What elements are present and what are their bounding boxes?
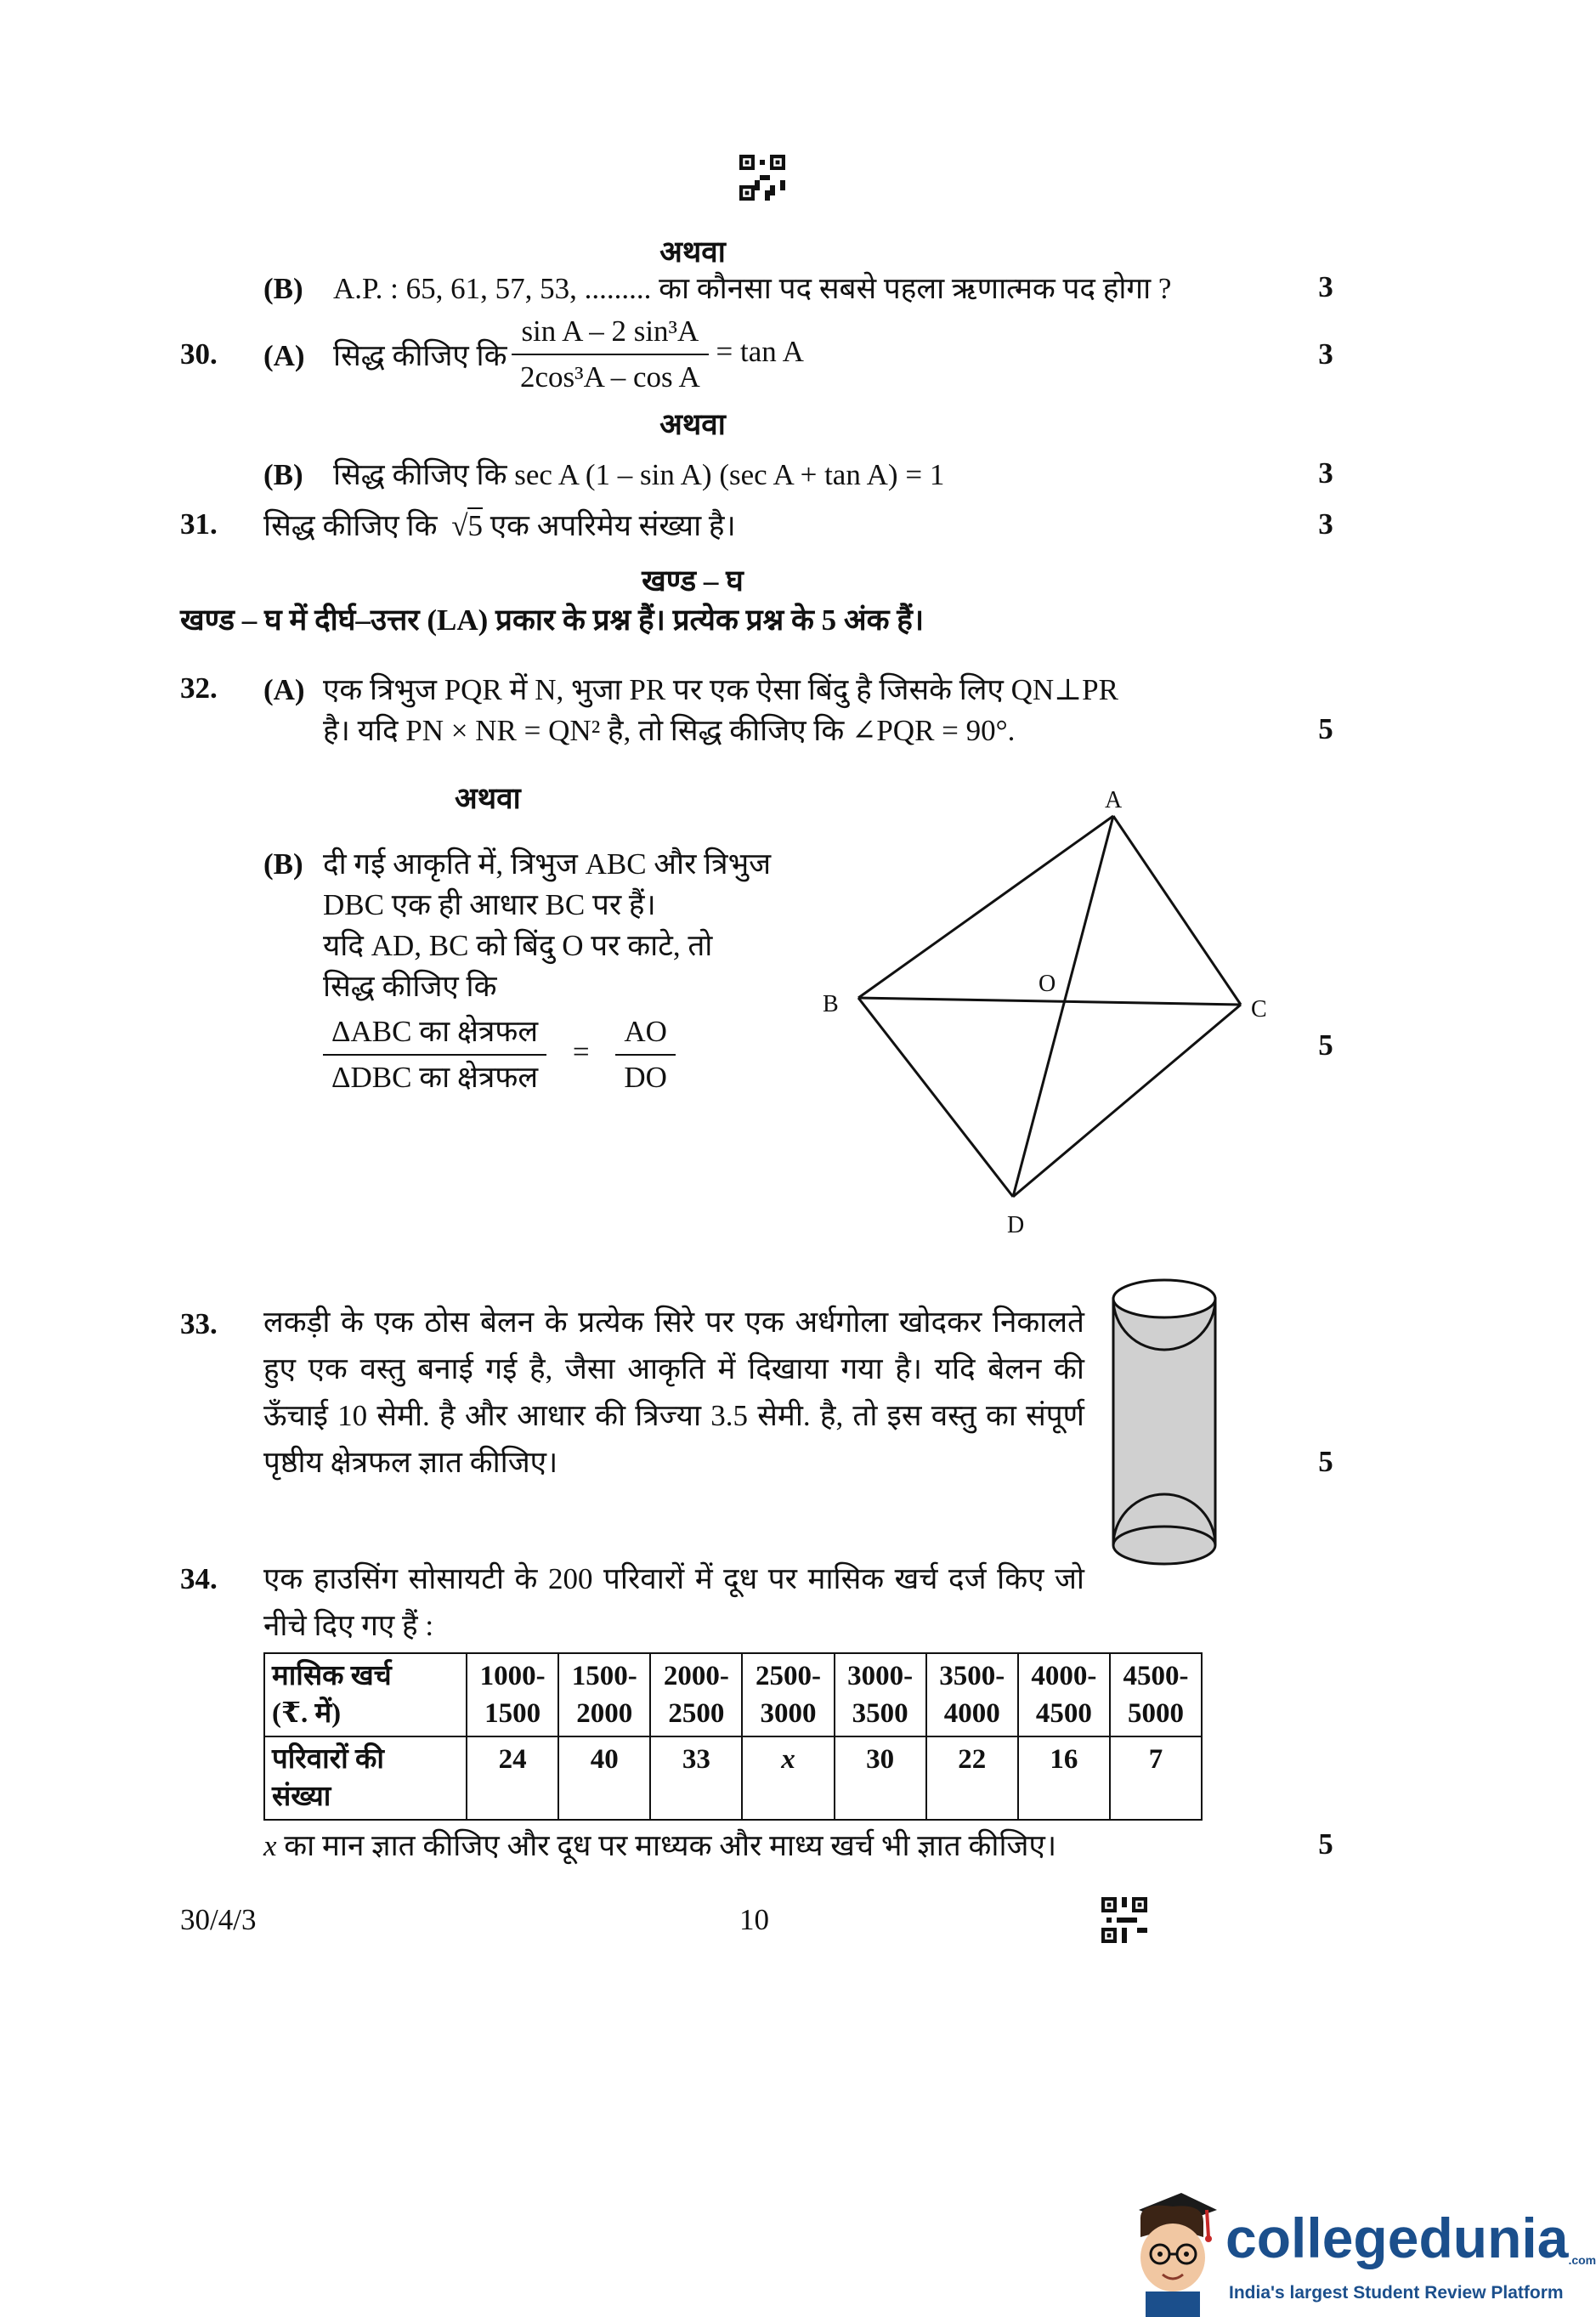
table-cell: 33	[650, 1736, 742, 1820]
table-cell: 24	[467, 1736, 558, 1820]
q30-a-text: सिद्ध कीजिए कि	[333, 339, 507, 372]
brand-domain: .com	[1568, 2253, 1596, 2267]
table-header-line: संख्या	[272, 1782, 331, 1812]
q33-text: लकड़ी के एक ठोस बेलन के प्रत्येक सिरे पर एक अर्धगोला खोदकर निकालते हुए एक वस्तु बनाई गई है, जैसा आकृति में दिखाया गया है। यदि बेलन की ऊँचाई 10 सेमी. है और आधार की त्रिज्या 3.5 सेमी. है, तो इस वस्तु का संपूर्ण पृष्ठीय क्षेत्रफल ज्ञात कीजिए।	[263, 1306, 1084, 1479]
class-lower: 4500-	[1123, 1661, 1189, 1691]
q32-b-rhs-denominator: DO	[624, 1060, 667, 1094]
table-cell	[1110, 1653, 1202, 1736]
q34-marks: 5	[1318, 1827, 1333, 1861]
brand-name-part2: dunia	[1418, 2207, 1569, 2269]
q34-number: 34.	[180, 1562, 218, 1595]
class-upper: 4500	[1035, 1698, 1092, 1729]
q34-text: एक हाउसिंग सोसायटी के 200 परिवारों में दूध पर मासिक खर्च दर्ज किए जो नीचे दिए गए हैं :	[263, 1562, 1084, 1642]
table-cell: 16	[1018, 1736, 1110, 1820]
table-header-line: परिवारों की	[272, 1744, 384, 1775]
figure-side-cd	[1013, 1005, 1241, 1197]
figure-side-bd	[858, 998, 1013, 1197]
table-cell	[742, 1653, 834, 1736]
paper-code: 30/4/3	[180, 1903, 257, 1936]
q31-radicand: 5	[467, 509, 483, 542]
q32-b-line4: सिद्ध कीजिए कि	[323, 970, 497, 1003]
table-header-line: मासिक खर्च	[272, 1661, 392, 1691]
q31-text	[263, 507, 736, 545]
q32-b-label: (B)	[263, 847, 303, 881]
q31-marks: 3	[1318, 507, 1333, 541]
table-cell: 7	[1110, 1736, 1202, 1820]
q32-b-equation	[323, 1013, 676, 1096]
or-heading-q30: अथवा	[659, 408, 726, 441]
square-root-icon: √	[451, 509, 468, 542]
q32-b-lhs-denominator: ΔDBC का क्षेत्रफल	[331, 1060, 539, 1094]
figure-label-o: O	[1039, 971, 1056, 997]
q34-footer-instruction: का मान ज्ञात कीजिए और दूध पर माध्यक और माध्य खर्च भी ज्ञात कीजिए।	[284, 1829, 1057, 1862]
q30-a-rhs: = tan A	[716, 334, 804, 368]
page-number: 10	[739, 1903, 769, 1936]
q32-a-line2: है। यदि PN × NR = QN² है, तो सिद्ध कीजिए कि ∠PQR = 90°.	[323, 714, 1016, 747]
figure-label-d: D	[1007, 1212, 1025, 1238]
table-cell: 30	[835, 1736, 926, 1820]
class-upper: 3500	[852, 1698, 908, 1729]
section-instruction: खण्ड – घ में दीर्घ–उत्तर (LA) प्रकार के प्रश्न हैं। प्रत्येक प्रश्न के 5 अंक हैं।	[180, 603, 925, 637]
figure-side-ac	[1113, 816, 1241, 1005]
q31-text-before: सिद्ध कीजिए कि	[263, 509, 438, 542]
table-header-expenditure	[264, 1653, 467, 1736]
q29-b-marks: 3	[1318, 270, 1333, 303]
quadrilateral-figure	[807, 782, 1283, 1241]
q32-a-label: (A)	[263, 673, 305, 706]
table-cell: 40	[558, 1736, 650, 1820]
class-upper: 1500	[484, 1698, 541, 1729]
q32-a-line1: एक त्रिभुज PQR में N, भुजा PR पर एक ऐसा बिंदु है जिसके लिए QN⊥PR	[323, 673, 1118, 706]
hollowed-cylinder-figure	[1105, 1258, 1232, 1581]
table-cell	[1018, 1653, 1110, 1736]
cylinder-top-face	[1113, 1280, 1215, 1317]
figure-label-a: A	[1105, 787, 1123, 813]
table-cell	[835, 1653, 926, 1736]
q30-number: 30.	[180, 337, 218, 371]
q32-b-line2: DBC एक ही आधार BC पर हैं।	[323, 888, 656, 921]
class-upper: 3000	[760, 1698, 817, 1729]
q30-b-label: (B)	[263, 458, 303, 491]
figure-label-b: B	[823, 991, 839, 1017]
section-title: खण्ड – घ	[642, 564, 744, 598]
table-cell	[650, 1653, 742, 1736]
class-upper: 2500	[668, 1698, 725, 1729]
cylinder-body	[1113, 1299, 1215, 1564]
q32-number: 32.	[180, 671, 218, 705]
q34-footer-variable: x	[263, 1829, 277, 1862]
q34-footer-text	[263, 1827, 1056, 1865]
figure-segment-bc	[858, 998, 1241, 1005]
student-mascot-icon	[1122, 2184, 1224, 2317]
table-cell: x	[742, 1736, 834, 1820]
q31-text-after: एक अपरिमेय संख्या है।	[490, 509, 736, 542]
q32-b-lhs-numerator: ΔABC का क्षेत्रफल	[323, 1013, 546, 1056]
q32-b-marks: 5	[1318, 1028, 1333, 1062]
class-lower: 2000-	[663, 1661, 729, 1691]
q30-a-fraction	[512, 313, 804, 396]
q33-marks: 5	[1318, 1445, 1333, 1478]
table-row	[264, 1653, 1202, 1736]
class-lower: 4000-	[1031, 1661, 1097, 1691]
q29-b-text: A.P. : 65, 61, 57, 53, ......... का कौनसा पद सबसे पहला ऋणात्मक पद होगा ?	[333, 272, 1172, 305]
table-cell	[926, 1653, 1018, 1736]
q29-b-label: (B)	[263, 272, 303, 305]
q33-number: 33.	[180, 1307, 218, 1340]
class-upper: 5000	[1127, 1698, 1184, 1729]
q30-b-marks: 3	[1318, 456, 1333, 490]
class-lower: 1500-	[571, 1661, 637, 1691]
q30-a-denominator: 2cos³A – cos A	[520, 360, 700, 394]
qr-code-icon	[739, 155, 785, 201]
table-header-line: (₹. में)	[272, 1698, 342, 1729]
q30-a-marks: 3	[1318, 337, 1333, 371]
brand-name-part1: college	[1225, 2207, 1419, 2269]
class-lower: 3000-	[847, 1661, 914, 1691]
q30-b-text: सिद्ध कीजिए कि sec A (1 – sin A) (sec A + tan A) = 1	[333, 458, 945, 491]
expenditure-table	[263, 1652, 1203, 1821]
class-upper: 2000	[576, 1698, 633, 1729]
q32-b-line1: दी गई आकृति में, त्रिभुज ABC और त्रिभुज	[323, 847, 772, 881]
table-cell	[467, 1653, 558, 1736]
q32-b-rhs-numerator: AO	[615, 1013, 676, 1056]
q32-b-equals: =	[572, 1034, 590, 1068]
table-header-families	[264, 1736, 467, 1820]
q31-number: 31.	[180, 507, 218, 541]
brand-logo	[1225, 2207, 1596, 2269]
class-lower: 3500-	[939, 1661, 1005, 1691]
or-heading-q29: अथवा	[659, 235, 726, 269]
figure-segment-ad	[1013, 816, 1113, 1197]
qr-code-icon	[1101, 1897, 1147, 1943]
q30-a-label: (A)	[263, 339, 305, 372]
figure-label-c: C	[1251, 996, 1267, 1023]
table-cell	[558, 1653, 650, 1736]
q32-b-line3: यदि AD, BC को बिंदु O पर काटे, तो	[323, 929, 713, 962]
class-lower: 2500-	[755, 1661, 821, 1691]
table-row	[264, 1736, 1202, 1820]
class-lower: 1000-	[479, 1661, 546, 1691]
class-upper: 4000	[943, 1698, 1000, 1729]
q30-a-numerator: sin A – 2 sin³A	[512, 313, 709, 355]
figure-side-ab	[858, 816, 1113, 998]
q32-a-marks: 5	[1318, 712, 1333, 745]
table-cell: 22	[926, 1736, 1018, 1820]
brand-tagline: India's largest Student Review Platform	[1229, 2283, 1564, 2303]
or-heading-q32: अथवा	[455, 782, 521, 815]
